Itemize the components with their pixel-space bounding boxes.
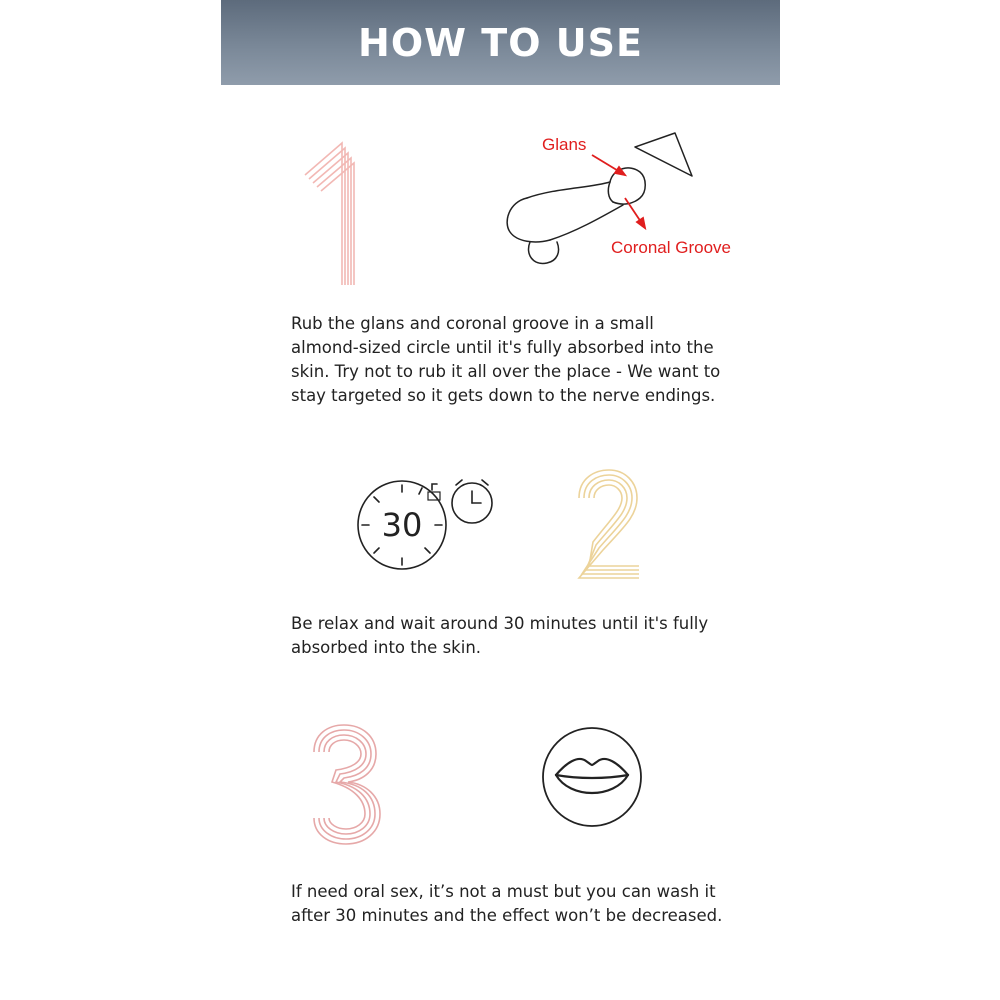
step-1-description: [291, 312, 731, 408]
step-3-line-1: If need oral sex, it’s not a must but you can wash it: [291, 882, 716, 901]
step-2-description: [291, 612, 731, 660]
page-title: HOW TO USE: [358, 20, 643, 65]
step-1-line-2: almond-sized circle until it's fully absorbed into the: [291, 338, 714, 357]
step-3-line-2: after 30 minutes and the effect won’t be decreased.: [291, 906, 723, 925]
step-1-line-4: stay targeted so it gets down to the nerve endings.: [291, 386, 716, 405]
step-1-numeral: [300, 135, 380, 295]
step-3-numeral: [310, 722, 400, 852]
step-3-description: [291, 880, 731, 928]
lips-icon: [538, 723, 648, 833]
timer-icon: [350, 470, 510, 580]
header-banner: [221, 0, 780, 85]
glans-label: Glans: [542, 135, 587, 154]
step-2-line-2: absorbed into the skin.: [291, 638, 482, 657]
coronal-groove-label: Coronal Groove: [611, 238, 732, 257]
step-1-line-1: Rub the glans and coronal groove in a small: [291, 314, 654, 333]
step-2-line-1: Be relax and wait around 30 minutes until it's fully: [291, 614, 709, 633]
timer-value: 30: [381, 506, 423, 544]
step-2-numeral: [575, 468, 655, 588]
step-1-line-3: skin. Try not to rub it all over the place - We want to: [291, 362, 721, 381]
